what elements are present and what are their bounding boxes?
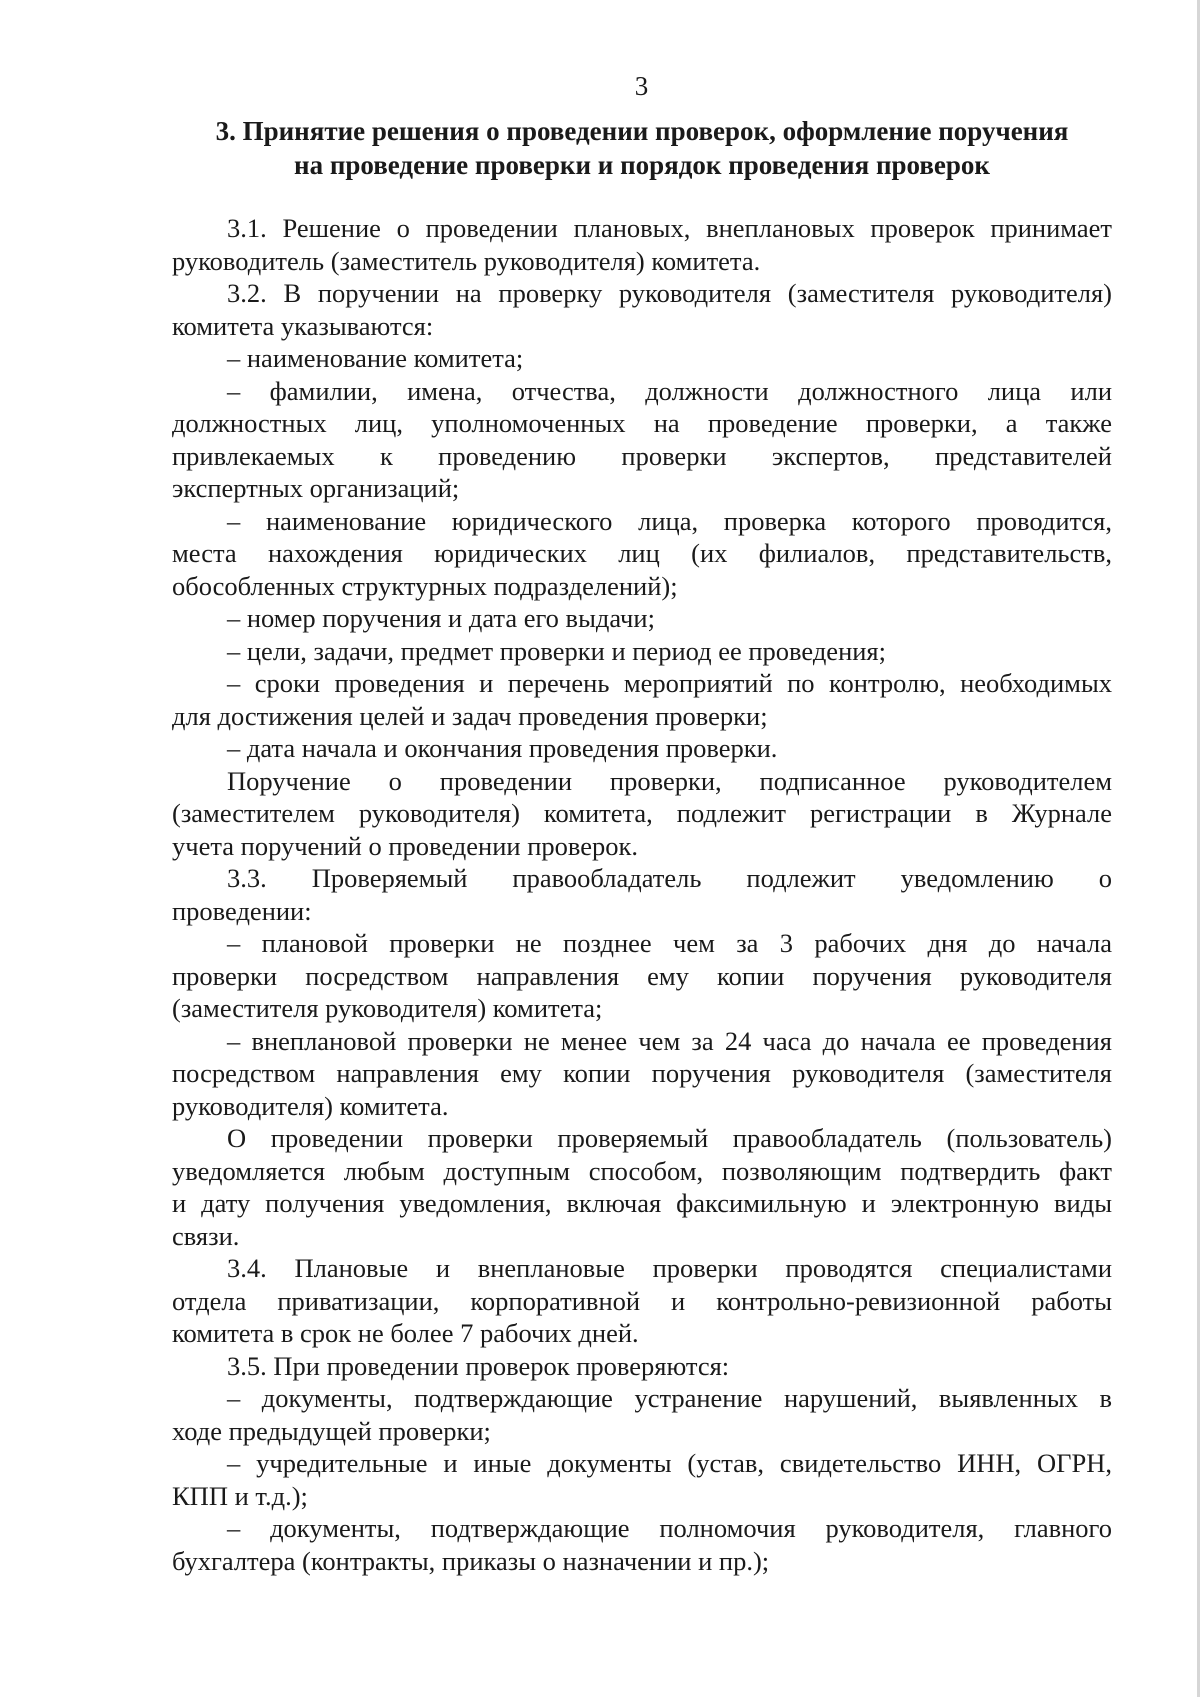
section-heading-line: на проведение проверки и порядок проведения проверок — [294, 150, 990, 180]
paragraph-item-committee-name — [172, 342, 1112, 375]
paragraph-item-violations-docs — [172, 1382, 1112, 1447]
text-line: О проведении проверки проверяемый правообладатель (пользователь) — [227, 1123, 1112, 1153]
section-heading — [172, 114, 1112, 182]
text-line: отдела приватизации, корпоративной и контрольно-ревизионной работы — [172, 1285, 1112, 1316]
text-line: – наименование юридического лица, проверка которого проводится, — [227, 505, 1112, 536]
paragraph-p-order-registration — [172, 765, 1112, 863]
paragraph-p3-2 — [172, 277, 1112, 342]
text-line: – документы, подтверждающие полномочия руководителя, главного — [227, 1513, 1112, 1543]
text-line: привлекаемых к проведению проверки экспертов, представителей — [172, 440, 1112, 471]
text-line: 3.2. В поручении на проверку руководителя (заместителя руководителя) — [227, 278, 1112, 308]
paragraph-p-notification-method — [172, 1122, 1112, 1252]
text-line: – цели, задачи, предмет проверки и период ее проведения; — [227, 635, 886, 666]
paragraph-item-authority-docs — [172, 1512, 1112, 1577]
text-line: 3.5. При проведении проверок проверяются: — [227, 1350, 730, 1381]
paragraph-p3-5 — [172, 1350, 1112, 1383]
text-line: КПП и т.д.); — [172, 1480, 308, 1511]
text-line: проверки посредством направления ему копии поручения руководителя — [172, 960, 1112, 991]
text-line: комитета в срок не более 7 рабочих дней. — [172, 1318, 639, 1348]
text-line: 3.3. Проверяемый правообладатель подлежит уведомлению о — [227, 863, 1112, 893]
text-line: комитета указываются: — [172, 310, 434, 341]
text-line: ходе предыдущей проверки; — [172, 1415, 491, 1446]
page-number: 3 — [634, 71, 649, 101]
text-line: руководитель (заместитель руководителя) комитета. — [172, 245, 761, 276]
text-line: 3.4. Плановые и внеплановые проверки проводятся специалистами — [227, 1253, 1112, 1283]
text-line: и дату получения уведомления, включая факсимильную и электронную виды — [172, 1188, 1112, 1218]
text-line: для достижения целей и задач проведения проверки; — [172, 700, 768, 731]
text-line: посредством направления ему копии поручения руководителя (заместителя — [172, 1058, 1112, 1088]
text-line: – документы, подтверждающие устранение нарушений, выявленных в — [227, 1383, 1112, 1413]
text-line: места нахождения юридических лиц (их филиалов, представительств, — [172, 538, 1112, 568]
text-line: должностных лиц, уполномоченных на проведение проверки, а также — [172, 408, 1112, 438]
text-line: экспертных организаций; — [172, 473, 460, 503]
text-line: – номер поручения и дата его выдачи; — [227, 603, 655, 633]
text-line: связи. — [172, 1220, 240, 1251]
paragraph-item-officials — [172, 375, 1112, 505]
paragraph-p3-1 — [172, 212, 1112, 277]
text-line: бухгалтера (контракты, приказы о назначении и пр.); — [172, 1545, 770, 1576]
paragraph-item-unplanned-notice — [172, 1025, 1112, 1123]
text-line: – дата начала и окончания проведения проверки. — [227, 733, 778, 763]
text-line: – сроки проведения и перечень мероприятий по контролю, необходимых — [227, 668, 1112, 698]
text-line: – учредительные и иные документы (устав, свидетельство ИНН, ОГРН, — [227, 1448, 1112, 1478]
text-line: Поручение о проведении проверки, подписанное руководителем — [227, 765, 1112, 796]
paragraph-item-planned-notice — [172, 927, 1112, 1025]
text-line: (заместителя руководителя) комитета; — [172, 993, 603, 1023]
paragraph-item-founding-docs — [172, 1447, 1112, 1512]
text-line: учета поручений о проведении проверок. — [172, 830, 639, 861]
text-line: – внеплановой проверки не менее чем за 24 часа до начала ее проведения — [227, 1025, 1112, 1056]
paragraph-p3-3 — [172, 862, 1112, 927]
paragraph-item-legal-entity — [172, 505, 1112, 603]
paragraph-p3-4 — [172, 1252, 1112, 1350]
paragraph-item-terms — [172, 667, 1112, 732]
text-line: (заместителем руководителя) комитета, подлежит регистрации в Журнале — [172, 798, 1112, 828]
text-line: уведомляется любым доступным способом, позволяющим подтвердить факт — [172, 1155, 1112, 1186]
document-body — [172, 212, 1112, 1577]
text-line: 3.1. Решение о проведении плановых, внеплановых проверок принимает — [227, 213, 1112, 243]
text-line: – плановой проверки не позднее чем за 3 рабочих дня до начала — [227, 928, 1112, 958]
section-heading-line: 3. Принятие решения о проведении проверок, оформление поручения — [215, 116, 1069, 146]
paragraph-item-order-number — [172, 602, 1112, 635]
paragraph-item-goals — [172, 635, 1112, 668]
text-line: проведении: — [172, 895, 312, 926]
paragraph-item-dates — [172, 732, 1112, 765]
text-line: – фамилии, имена, отчества, должности должностного лица или — [227, 375, 1112, 406]
text-line: обособленных структурных подразделений); — [172, 570, 678, 601]
text-line: – наименование комитета; — [227, 343, 524, 373]
text-line: руководителя) комитета. — [172, 1090, 449, 1121]
